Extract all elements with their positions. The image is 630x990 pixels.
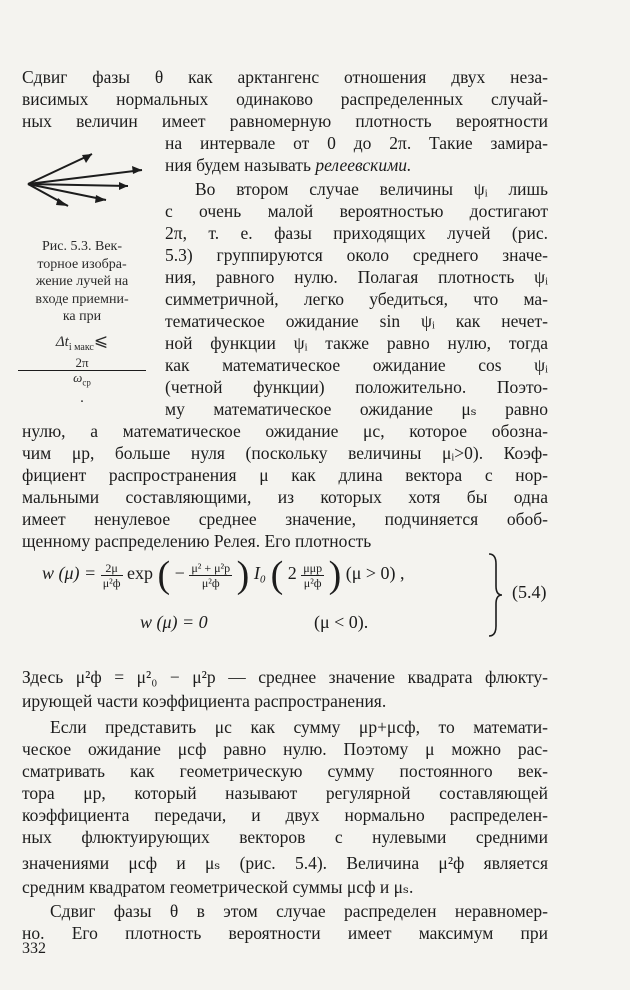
paragraph2-line11: му математическое ожидание μₛ равно [165,399,548,419]
paragraph5-line2: но. Его плотность вероятности имеет максимум при [22,923,548,943]
paragraph2-line8: ной функции ψᵢ также равно нулю, тогда [165,333,548,353]
paragraph2-line13: чим μр, больше нуля (поскольку величины μᵢ>0). Коэф- [22,443,548,463]
caption-line1: Рис. 5.3. Век- [41,239,122,254]
caption-formula-leq: ⩽ [93,330,109,350]
paragraph4-line5: коэффициента передачи, и двух нормально распределен- [22,805,548,825]
caption-line5: ка при [62,309,102,324]
eq-minus: − [174,563,185,584]
paragraph2-line6: симметричной, легко убедиться, что ма- [165,289,548,309]
paragraph2-line7: тематическое ожидание sin ψᵢ как нечет- [165,311,548,331]
caption-formula-delta: Δt [55,333,69,350]
eq-paren-close2: ) [328,554,342,596]
paragraph1-line5-text: ния будем называть [165,155,316,175]
paragraph4-line8: средним квадратом геометрической суммы μсф и μₛ. [22,877,414,897]
paragraph2-line10: (четной функции) положительно. Поэто- [165,377,548,397]
eq-paren-open: ( [157,554,171,596]
paragraph2-line5: ния, равного нулю. Полагая плотность ψᵢ [165,267,548,287]
paragraph4-line2: ческое ожидание μсф равно нулю. Поэтому μ можно рас- [22,739,548,759]
caption-formula: $\Delta t_{i макс}⩽$ 2π $\omega_{ср}$ . [18,332,146,408]
paragraph2-line9: как математическое ожидание cos ψᵢ [165,355,548,375]
paragraph1-line2: висимых нормальных одинаково распределенных случай- [22,89,548,109]
eq-paren-close: ) [236,554,250,596]
eq-two: 2 [287,563,297,584]
paragraph5-line1: Сдвиг фазы θ в этом случае распределен неравномер- [50,901,548,921]
paragraph2-line2: с очень малой вероятностью достигают [165,201,548,221]
caption-line4: входе приемни- [35,291,129,307]
equation-line1 [42,556,405,594]
paragraph1-line1: Сдвиг фазы θ как арктангенс отношения двух неза- [22,67,548,87]
figure-caption [18,238,146,407]
equation-condition2: (μ < 0). [314,612,369,632]
paragraph2-line16: имеет ненулевое среднее значение, подчиняется обоб- [22,509,548,529]
equation-line2 [140,612,208,633]
eq-curly-brace [486,552,504,638]
arrow-head [56,198,68,206]
paragraph2-line17: щенному распределению Релея. Его плотность [22,531,372,551]
paragraph4-line1: Если представить μc как сумму μр+μсф, то математи- [50,717,548,737]
paragraph3-line2: ирующей части коэффициента распространения. [22,691,387,711]
ray-vector [28,184,128,186]
paragraph4-line3: сматривать как геометрическую сумму постоянного век- [22,761,548,781]
eq-fraction3: $\frac{\text{μμр}}{\text{μ²ф}}$ [303,560,323,590]
page-number: 332 [22,940,46,957]
eq-condition1: (μ > 0) , [345,563,405,584]
paragraph2-line14: фициент распространения μ как длина вектора с нор- [22,465,548,485]
arrow-head [132,166,142,174]
paragraph4-line7: значениями μсф и μₛ (рис. 5.4). Величина μ²ф является [22,853,548,873]
ray-vector [28,184,106,200]
paragraph2-line15: мальными составляющими, из которых хотя бы одна [22,487,548,507]
paragraph2-line3: 2π, т. е. фазы приходящих лучей (рис. [165,223,548,243]
paragraph4-line6: ных флюктуирующих векторов с нулевыми средними [22,827,548,847]
eq-bessel: I₀ [253,563,267,584]
arrow-head [119,182,128,190]
paragraph2-line1: Во втором случае величины ψᵢ лишь [195,179,548,199]
eq-fraction1: $\frac{2\mu}{\text{μ²ф}}$ [102,560,121,590]
caption-formula-sub: i макс [68,341,94,353]
paragraph3-line1: Здесь μ²ф = μ²₀ − μ²р — среднее значение квадрата флюкту- [22,667,548,687]
eq-exp: exp [127,563,153,584]
caption-formula-fraction: 2π $\omega_{ср}$ [18,356,146,390]
paragraph2-line4: 5.3) группируются около среднего значе- [165,245,548,265]
emphasis-releevskimi: релеевскими. [315,155,412,175]
paragraph1-line3: ных величин имеет равномерную плотность вероятности [22,111,548,131]
caption-line3: жение лучей на [35,274,129,289]
eq-fraction2: $\frac{\text{μ² + μ²р}}{\text{μ²ф}}$ [191,560,231,590]
caption-line2: торное изобра- [37,256,127,272]
paragraph1-line5 [165,154,411,176]
paragraph4-line4: тора μр, который называют регулярной составляющей [22,783,548,803]
vector-diagram-figure [10,140,150,220]
paragraph2-line12: нулю, а математическое ожидание μc, которое обозна- [22,421,548,441]
paragraph1-line4: на интервале от 0 до 2π. Такие замира- [165,133,548,153]
eq-lhs1: w (μ) = [42,563,97,584]
eq-paren-open2: ( [270,554,284,596]
equation-number: (5.4) [512,582,547,602]
eq-lhs2: w (μ) = 0 [140,612,208,632]
